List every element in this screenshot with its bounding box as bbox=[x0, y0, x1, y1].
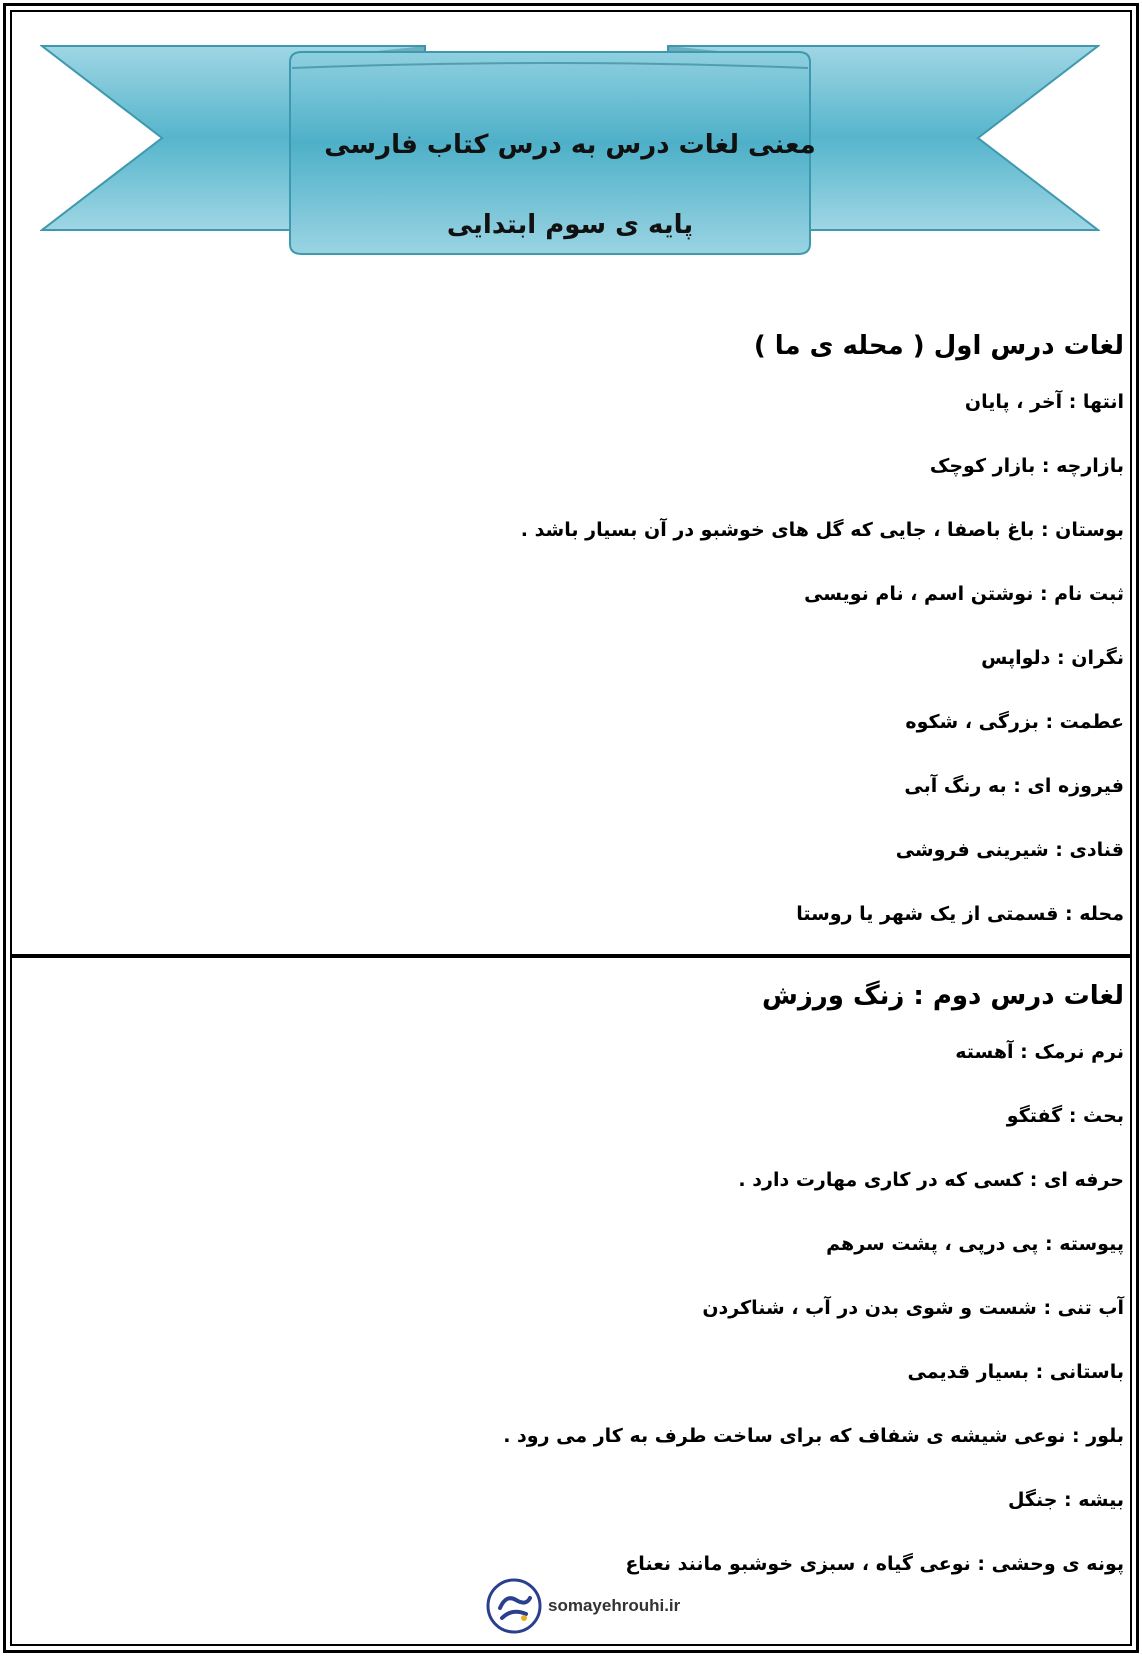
vocab-entry: ثبت نام : نوشتن اسم ، نام نویسی bbox=[804, 583, 1124, 605]
vocab-entry: عطمت : بزرگی ، شکوه bbox=[905, 711, 1124, 733]
lesson1-heading: لغات درس اول ( محله ی ما ) bbox=[753, 331, 1124, 361]
vocab-entry: پونه ی وحشی : نوعی گیاه ، سبزی خوشبو مانند نعناع bbox=[625, 1553, 1124, 1575]
vocab-entry: نگران : دلواپس bbox=[981, 647, 1124, 669]
section-divider bbox=[10, 954, 1130, 958]
ribbon-graphic bbox=[40, 40, 1100, 280]
vocab-entry: انتها : آخر ، پایان bbox=[964, 391, 1124, 413]
brand-logo-icon bbox=[486, 1578, 542, 1634]
vocab-entry: بوستان : باغ باصفا ، جایی که گل های خوشبو در آن بسیار باشد . bbox=[520, 519, 1124, 541]
vocab-entry: فیروزه ای : به رنگ آبی bbox=[904, 775, 1124, 797]
vocab-entry: حرفه ای : کسی که در کاری مهارت دارد . bbox=[738, 1169, 1124, 1191]
vocab-entry: قنادی : شیرینی فروشی bbox=[895, 839, 1124, 861]
vocab-entry: نرم نرمک : آهسته bbox=[955, 1041, 1124, 1063]
vocab-entry: محله : قسمتی از یک شهر یا روستا bbox=[796, 903, 1124, 925]
vocab-entry: بیشه : جنگل bbox=[1007, 1489, 1124, 1511]
vocab-entry: بحث : گفتگو bbox=[1006, 1105, 1124, 1127]
lesson2-heading: لغات درس دوم : زنگ ورزش bbox=[761, 981, 1124, 1011]
footer-brand bbox=[486, 1576, 686, 1640]
lesson2-section bbox=[44, 972, 1124, 1596]
vocab-entry: آب تنی : شست و شوی بدن در آب ، شناکردن bbox=[702, 1297, 1124, 1319]
site-url[interactable]: somayehrouhi.ir bbox=[548, 1596, 681, 1615]
title-banner bbox=[40, 40, 1100, 280]
vocab-entry: پیوسته : پی درپی ، پشت سرهم bbox=[826, 1233, 1124, 1255]
banner-title-line2: پایه ی سوم ابتدایی bbox=[446, 210, 694, 240]
lesson1-section bbox=[44, 322, 1124, 946]
banner-title-line1: معنی لغات درس به درس کتاب فارسی bbox=[324, 130, 816, 160]
vocab-entry: بلور : نوعی شیشه ی شفاف که برای ساخت طرف به کار می رود . bbox=[503, 1425, 1124, 1447]
vocab-entry: باستانی : بسیار قدیمی bbox=[907, 1361, 1124, 1383]
vocab-entry: بازارچه : بازار کوچک bbox=[929, 455, 1124, 477]
